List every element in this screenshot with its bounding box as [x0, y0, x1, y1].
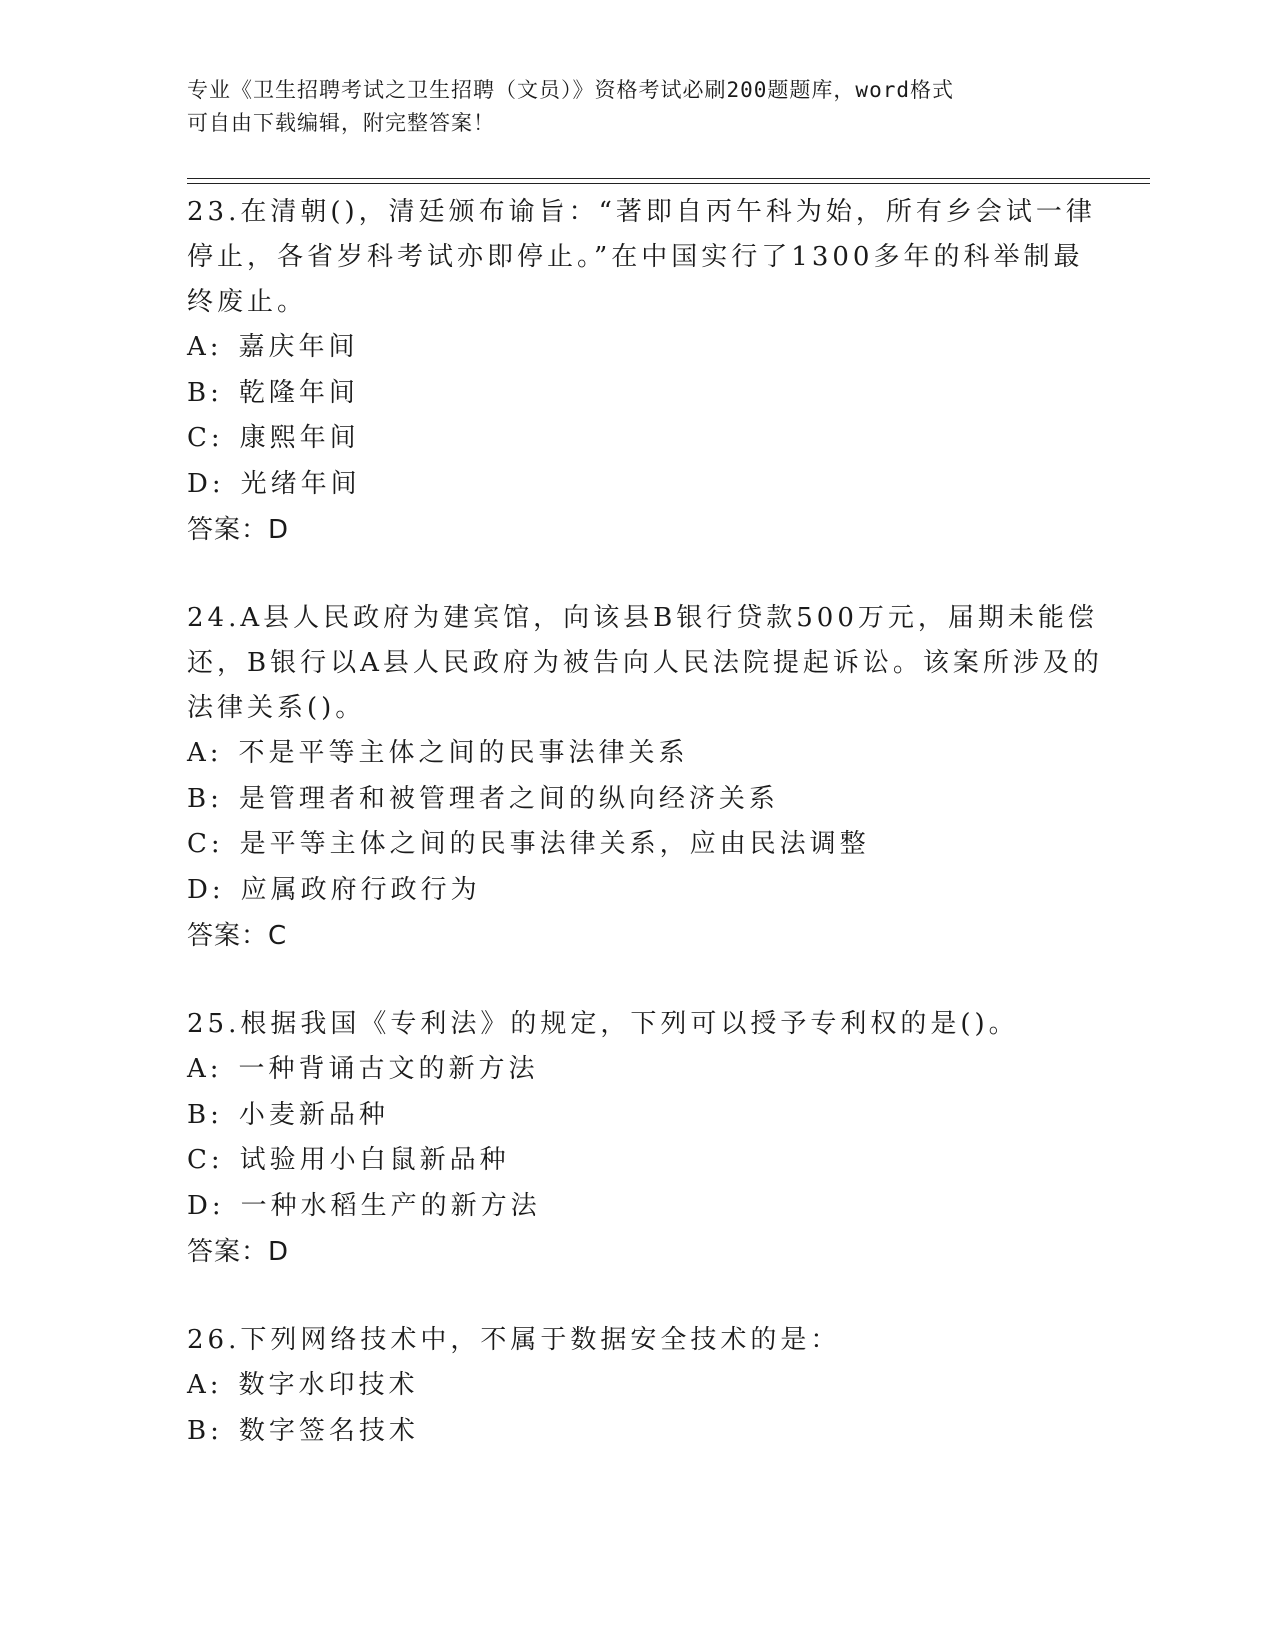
question-stem — [187, 1318, 1087, 1363]
option-text: 不是平等主体之间的民事法律关系 — [238, 738, 689, 768]
stem-line: 法律关系()。 — [187, 693, 366, 723]
stem-line: 23.在清朝()，清廷颁布谕旨：“著即自丙午科为始，所有乡会试一律 — [187, 197, 1096, 227]
option-text: 是管理者和被管理者之间的纵向经济关系 — [238, 783, 779, 814]
option-a — [187, 1047, 1087, 1093]
option-label: B: — [187, 377, 223, 408]
option-text: 一种水稻生产的新方法 — [240, 1190, 541, 1221]
option-b — [187, 1409, 1087, 1455]
option-c — [187, 1138, 1087, 1184]
option-text: 乾隆年间 — [238, 377, 359, 408]
question-stem — [187, 190, 1096, 325]
stem-line: 终废止。 — [187, 287, 308, 317]
stem-line: 26.下列网络技术中，不属于数据安全技术的是： — [187, 1325, 841, 1355]
question-item — [187, 1318, 1087, 1454]
question-list — [187, 190, 1103, 1497]
option-label: D: — [187, 1190, 225, 1221]
option-d — [187, 1184, 1087, 1230]
question-stem — [187, 1002, 1087, 1047]
option-label: A: — [187, 1054, 223, 1084]
option-label: C: — [187, 423, 224, 453]
option-a — [187, 1363, 1087, 1409]
header-divider-top — [187, 178, 1150, 179]
option-text: 嘉庆年间 — [238, 332, 359, 362]
option-label: A: — [187, 332, 223, 362]
stem-line: 24.A县人民政府为建宾馆，向该县B银行贷款500万元，届期未能偿 — [187, 603, 1098, 633]
header-line-2: 可自由下载编辑，附完整答案！ — [187, 111, 495, 135]
header-line-1: 专业《卫生招聘考试之卫生招聘（文员）》资格考试必刷200题题库，word格式 — [187, 78, 954, 102]
stem-line: 还，B银行以A县人民政府为被告向人民法院提起诉讼。该案所涉及的 — [187, 648, 1103, 678]
option-a — [187, 731, 1087, 777]
option-text: 一种背诵古文的新方法 — [238, 1054, 539, 1084]
option-label: D: — [187, 468, 225, 499]
stem-line: 25.根据我国《专利法》的规定，下列可以授予专利权的是()。 — [187, 1009, 1019, 1039]
option-text: 康熙年间 — [239, 423, 360, 453]
option-text: 数字水印技术 — [238, 1370, 419, 1400]
option-b — [187, 1093, 1087, 1139]
option-label: C: — [187, 829, 224, 859]
stem-line: 停止，各省岁科考试亦即停止。”在中国实行了1300多年的科举制最 — [187, 242, 1084, 272]
option-text: 是平等主体之间的民事法律关系，应由民法调整 — [239, 829, 870, 859]
option-text: 光绪年间 — [240, 468, 361, 499]
option-label: C: — [187, 1145, 224, 1175]
option-label: D: — [187, 874, 225, 905]
option-label: B: — [187, 1099, 223, 1130]
document-header — [187, 74, 1087, 140]
question-item — [187, 596, 1103, 959]
option-text: 数字签名技术 — [238, 1415, 419, 1446]
question-item — [187, 190, 1096, 553]
answer-line: 答案：D — [187, 515, 290, 545]
option-text: 应属政府行政行为 — [240, 874, 481, 905]
option-label: A: — [187, 1370, 223, 1400]
option-label: A: — [187, 738, 223, 768]
option-d — [187, 462, 1087, 508]
option-label: B: — [187, 783, 223, 814]
question-item — [187, 1002, 1087, 1275]
option-text: 试验用小白鼠新品种 — [239, 1145, 510, 1175]
option-c — [187, 822, 1087, 868]
option-label: B: — [187, 1415, 223, 1446]
option-b — [187, 371, 1087, 417]
question-stem — [187, 596, 1103, 731]
answer-line: 答案：D — [187, 1237, 290, 1267]
header-divider-bottom — [187, 183, 1150, 184]
option-b — [187, 777, 1087, 823]
answer-line: 答案：C — [187, 921, 288, 951]
option-a — [187, 325, 1087, 371]
option-c — [187, 416, 1087, 462]
option-d — [187, 868, 1087, 914]
option-text: 小麦新品种 — [238, 1099, 389, 1130]
